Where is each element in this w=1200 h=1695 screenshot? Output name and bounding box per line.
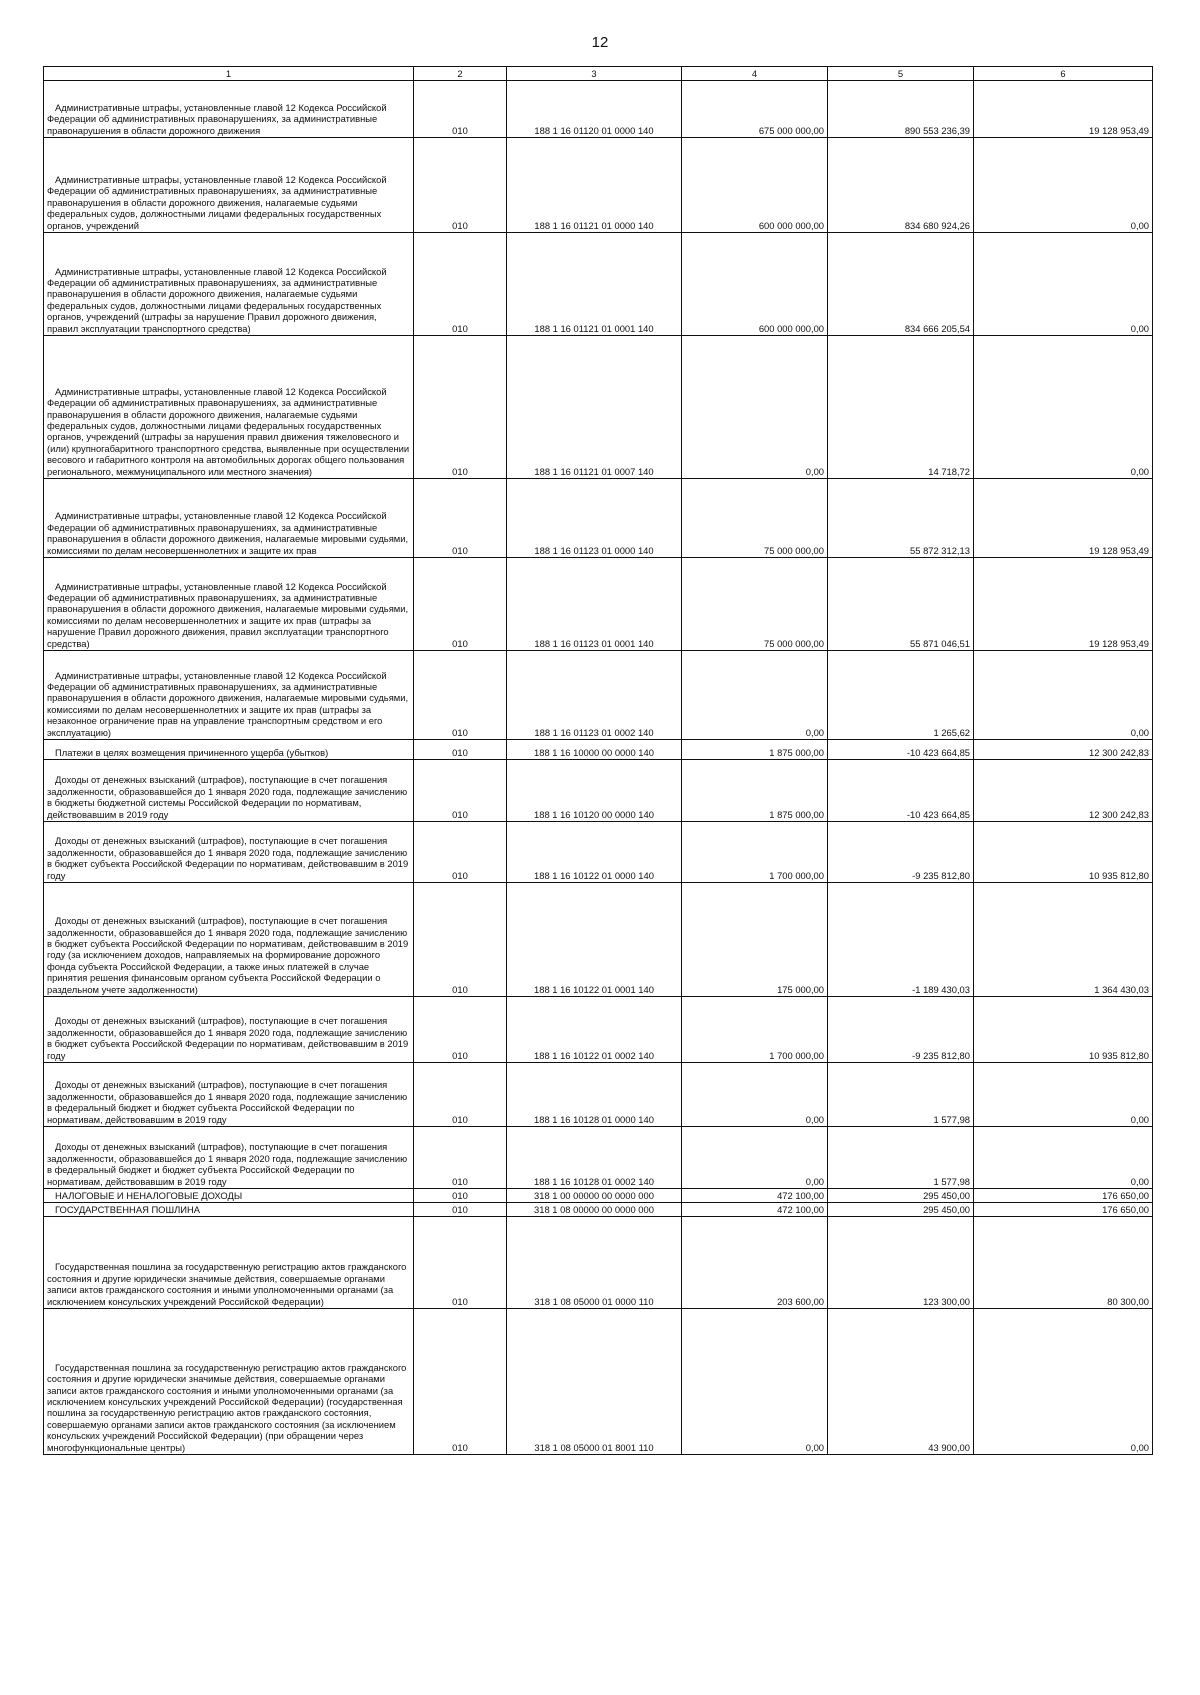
column-header-4: 4	[682, 67, 828, 81]
row-line-code: 010	[414, 822, 507, 883]
row-line-code: 010	[414, 760, 507, 822]
row-name: Административные штрафы, установленные главой 12 Кодекса Российской Федерации об административных правонарушениях, за административные правонарушения в области дорожного движения, налагаемые судьями федеральных судов, должностными лицами федеральных государственных органов, учреждений (штрафы за нарушение Правил дорожного движения, правил эксплуатации транспортного средства)	[44, 233, 414, 336]
row-name: Административные штрафы, установленные главой 12 Кодекса Российской Федерации об административных правонарушениях, за административные правонарушения в области дорожного движения, налагаемые судьями федеральных судов, должностными лицами федеральных государственных органов, учреждений (штрафы за нарушения правил движения тяжеловесного и (или) крупногабаритного транспортного средства, выявленные при осуществлении весового и габаритного контроля на автомобильных дорогах общего пользования регионального, межмуниципального или местного значения)	[44, 336, 414, 479]
row-approved: 1 700 000,00	[682, 997, 828, 1063]
row-executed: -10 423 664,85	[828, 760, 974, 822]
row-name: Доходы от денежных взысканий (штрафов), поступающие в счет погашения задолженности, образовавшейся до 1 января 2020 года, подлежащие зачислению в бюджет субъекта Российской Федерации по нормативам, действовавшим в 2019 году	[44, 997, 414, 1063]
row-name: Государственная пошлина за государственную регистрацию актов гражданского состояния и другие юридически значимые действия, совершаемые органами записи актов гражданского состояния и иными уполномоченными органами (за исключением консульских учреждений Российской Федерации)	[44, 1217, 414, 1309]
row-budget-code: 188 1 16 10122 01 0002 140	[507, 997, 682, 1063]
row-budget-code: 188 1 16 01123 01 0001 140	[507, 558, 682, 651]
row-unexecuted: 0,00	[974, 1063, 1153, 1127]
row-approved: 0,00	[682, 1127, 828, 1189]
row-unexecuted: 0,00	[974, 233, 1153, 336]
row-executed: 295 450,00	[828, 1189, 974, 1203]
row-name: Доходы от денежных взысканий (штрафов), поступающие в счет погашения задолженности, образовавшейся до 1 января 2020 года, подлежащие зачислению в бюджеты бюджетной системы Российской Федерации по нормативам, действовавшим в 2019 году	[44, 760, 414, 822]
row-approved: 0,00	[682, 336, 828, 479]
row-approved: 75 000 000,00	[682, 558, 828, 651]
row-budget-code: 188 1 16 10122 01 0000 140	[507, 822, 682, 883]
row-approved: 0,00	[682, 1309, 828, 1455]
row-line-code: 010	[414, 1217, 507, 1309]
row-budget-code: 318 1 08 05000 01 8001 110	[507, 1309, 682, 1455]
row-unexecuted: 12 300 242,83	[974, 740, 1153, 760]
row-budget-code: 318 1 08 00000 00 0000 000	[507, 1203, 682, 1217]
row-executed: 55 871 046,51	[828, 558, 974, 651]
row-unexecuted: 10 935 812,80	[974, 997, 1153, 1063]
row-executed: -9 235 812,80	[828, 997, 974, 1063]
table-row	[44, 1127, 1153, 1189]
row-name: Административные штрафы, установленные главой 12 Кодекса Российской Федерации об административных правонарушениях, за административные правонарушения в области дорожного движения, налагаемые мировыми судьями, комиссиями по делам несовершеннолетних и защите их прав (штрафы за нарушение Правил дорожного движения, правил эксплуатации транспортного средства)	[44, 558, 414, 651]
table-row	[44, 1189, 1153, 1203]
table-row	[44, 760, 1153, 822]
row-executed: 890 553 236,39	[828, 81, 974, 138]
row-executed: -9 235 812,80	[828, 822, 974, 883]
table-row	[44, 1309, 1153, 1455]
row-line-code: 010	[414, 1203, 507, 1217]
row-budget-code: 188 1 16 10000 00 0000 140	[507, 740, 682, 760]
row-approved: 203 600,00	[682, 1217, 828, 1309]
row-name: Административные штрафы, установленные главой 12 Кодекса Российской Федерации об административных правонарушениях, за административные правонарушения в области дорожного движения	[44, 81, 414, 138]
row-approved: 0,00	[682, 651, 828, 740]
column-header-3: 3	[507, 67, 682, 81]
table-row	[44, 138, 1153, 233]
row-unexecuted: 0,00	[974, 1127, 1153, 1189]
table-row	[44, 81, 1153, 138]
row-line-code: 010	[414, 81, 507, 138]
row-name: Административные штрафы, установленные главой 12 Кодекса Российской Федерации об административных правонарушениях, за административные правонарушения в области дорожного движения, налагаемые мировыми судьями, комиссиями по делам несовершеннолетних и защите их прав	[44, 479, 414, 558]
row-line-code: 010	[414, 1309, 507, 1455]
row-unexecuted: 1 364 430,03	[974, 883, 1153, 997]
row-approved: 175 000,00	[682, 883, 828, 997]
row-approved: 75 000 000,00	[682, 479, 828, 558]
table-row	[44, 997, 1153, 1063]
table-row	[44, 822, 1153, 883]
row-executed: 834 680 924,26	[828, 138, 974, 233]
row-name: Административные штрафы, установленные главой 12 Кодекса Российской Федерации об административных правонарушениях, за административные правонарушения в области дорожного движения, налагаемые мировыми судьями, комиссиями по делам несовершеннолетних и защите их прав (штрафы за незаконное ограничение прав на управление транспортным средством и его эксплуатацию)	[44, 651, 414, 740]
row-name: Административные штрафы, установленные главой 12 Кодекса Российской Федерации об административных правонарушениях, за административные правонарушения в области дорожного движения, налагаемые судьями федеральных судов, должностными лицами федеральных государственных органов, учреждений	[44, 138, 414, 233]
row-line-code: 010	[414, 740, 507, 760]
row-unexecuted: 0,00	[974, 138, 1153, 233]
table-row	[44, 1063, 1153, 1127]
row-executed: 1 577,98	[828, 1063, 974, 1127]
page-number: 12	[591, 34, 609, 51]
table-row	[44, 558, 1153, 651]
revenue-table	[43, 66, 1153, 1455]
row-line-code: 010	[414, 651, 507, 740]
row-budget-code: 188 1 16 10120 00 0000 140	[507, 760, 682, 822]
row-executed: 43 900,00	[828, 1309, 974, 1455]
row-line-code: 010	[414, 479, 507, 558]
row-executed: -1 189 430,03	[828, 883, 974, 997]
column-number-row	[44, 67, 1153, 81]
table-row	[44, 883, 1153, 997]
row-unexecuted: 0,00	[974, 336, 1153, 479]
row-budget-code: 188 1 16 01121 01 0000 140	[507, 138, 682, 233]
table-row	[44, 740, 1153, 760]
row-line-code: 010	[414, 1127, 507, 1189]
row-approved: 472 100,00	[682, 1203, 828, 1217]
row-executed: 834 666 205,54	[828, 233, 974, 336]
column-header-1: 1	[44, 67, 414, 81]
row-name: Доходы от денежных взысканий (штрафов), поступающие в счет погашения задолженности, образовавшейся до 1 января 2020 года, подлежащие зачислению в бюджет субъекта Российской Федерации по нормативам, действовавшим в 2019 году	[44, 822, 414, 883]
row-approved: 675 000 000,00	[682, 81, 828, 138]
row-line-code: 010	[414, 233, 507, 336]
row-name: Платежи в целях возмещения причиненного ущерба (убытков)	[44, 740, 414, 760]
row-unexecuted: 19 128 953,49	[974, 479, 1153, 558]
column-header-6: 6	[974, 67, 1153, 81]
row-executed: 14 718,72	[828, 336, 974, 479]
row-line-code: 010	[414, 883, 507, 997]
row-line-code: 010	[414, 558, 507, 651]
row-line-code: 010	[414, 336, 507, 479]
row-executed: 295 450,00	[828, 1203, 974, 1217]
table-row	[44, 233, 1153, 336]
row-line-code: 010	[414, 997, 507, 1063]
row-budget-code: 188 1 16 10128 01 0002 140	[507, 1127, 682, 1189]
row-executed: 55 872 312,13	[828, 479, 974, 558]
table-row	[44, 479, 1153, 558]
row-budget-code: 188 1 16 10122 01 0001 140	[507, 883, 682, 997]
row-approved: 0,00	[682, 1063, 828, 1127]
row-name: ГОСУДАРСТВЕННАЯ ПОШЛИНА	[44, 1203, 414, 1217]
row-approved: 472 100,00	[682, 1189, 828, 1203]
row-line-code: 010	[414, 1189, 507, 1203]
row-unexecuted: 12 300 242,83	[974, 760, 1153, 822]
row-line-code: 010	[414, 1063, 507, 1127]
row-approved: 1 875 000,00	[682, 740, 828, 760]
row-executed: 123 300,00	[828, 1217, 974, 1309]
row-budget-code: 188 1 16 10128 01 0000 140	[507, 1063, 682, 1127]
row-name: НАЛОГОВЫЕ И НЕНАЛОГОВЫЕ ДОХОДЫ	[44, 1189, 414, 1203]
row-unexecuted: 19 128 953,49	[974, 558, 1153, 651]
row-approved: 1 700 000,00	[682, 822, 828, 883]
row-name: Доходы от денежных взысканий (штрафов), поступающие в счет погашения задолженности, образовавшейся до 1 января 2020 года, подлежащие зачислению в федеральный бюджет и бюджет субъекта Российской Федерации по нормативам, действовавшим в 2019 году	[44, 1127, 414, 1189]
table-row	[44, 1217, 1153, 1309]
row-budget-code: 188 1 16 01120 01 0000 140	[507, 81, 682, 138]
row-approved: 600 000 000,00	[682, 138, 828, 233]
row-budget-code: 318 1 08 05000 01 0000 110	[507, 1217, 682, 1309]
row-unexecuted: 80 300,00	[974, 1217, 1153, 1309]
row-budget-code: 318 1 00 00000 00 0000 000	[507, 1189, 682, 1203]
row-name: Доходы от денежных взысканий (штрафов), поступающие в счет погашения задолженности, образовавшейся до 1 января 2020 года, подлежащие зачислению в федеральный бюджет и бюджет субъекта Российской Федерации по нормативам, действовавшим в 2019 году	[44, 1063, 414, 1127]
row-unexecuted: 0,00	[974, 651, 1153, 740]
column-header-5: 5	[828, 67, 974, 81]
row-name: Доходы от денежных взысканий (штрафов), поступающие в счет погашения задолженности, образовавшейся до 1 января 2020 года, подлежащие зачислению в бюджет субъекта Российской Федерации по нормативам, действовавшим в 2019 году (за исключением доходов, направляемых на формирование дорожного фонда субъекта Российской Федерации, а также иных платежей в случае принятия решения финансовым органом субъекта Российской Федерации о раздельном учете задолженности)	[44, 883, 414, 997]
table-row	[44, 1203, 1153, 1217]
row-name: Государственная пошлина за государственную регистрацию актов гражданского состояния и другие юридически значимые действия, совершаемые органами записи актов гражданского состояния и иными уполномоченными органами (за исключением консульских учреждений Российской Федерации) (государственная пошлина за государственную регистрацию актов гражданского состояния, совершаемую органами записи актов гражданского состояния (за исключением консульских учреждений Российской Федерации) (при обращении через многофункциональные центры)	[44, 1309, 414, 1455]
row-approved: 1 875 000,00	[682, 760, 828, 822]
row-budget-code: 188 1 16 01123 01 0000 140	[507, 479, 682, 558]
row-executed: -10 423 664,85	[828, 740, 974, 760]
row-executed: 1 265,62	[828, 651, 974, 740]
row-unexecuted: 176 650,00	[974, 1203, 1153, 1217]
column-header-2: 2	[414, 67, 507, 81]
row-budget-code: 188 1 16 01123 01 0002 140	[507, 651, 682, 740]
row-unexecuted: 10 935 812,80	[974, 822, 1153, 883]
row-executed: 1 577,98	[828, 1127, 974, 1189]
row-budget-code: 188 1 16 01121 01 0001 140	[507, 233, 682, 336]
row-unexecuted: 176 650,00	[974, 1189, 1153, 1203]
row-unexecuted: 19 128 953,49	[974, 81, 1153, 138]
row-line-code: 010	[414, 138, 507, 233]
table-row	[44, 336, 1153, 479]
table-body	[44, 81, 1153, 1455]
row-approved: 600 000 000,00	[682, 233, 828, 336]
row-unexecuted: 0,00	[974, 1309, 1153, 1455]
table-row	[44, 651, 1153, 740]
row-budget-code: 188 1 16 01121 01 0007 140	[507, 336, 682, 479]
